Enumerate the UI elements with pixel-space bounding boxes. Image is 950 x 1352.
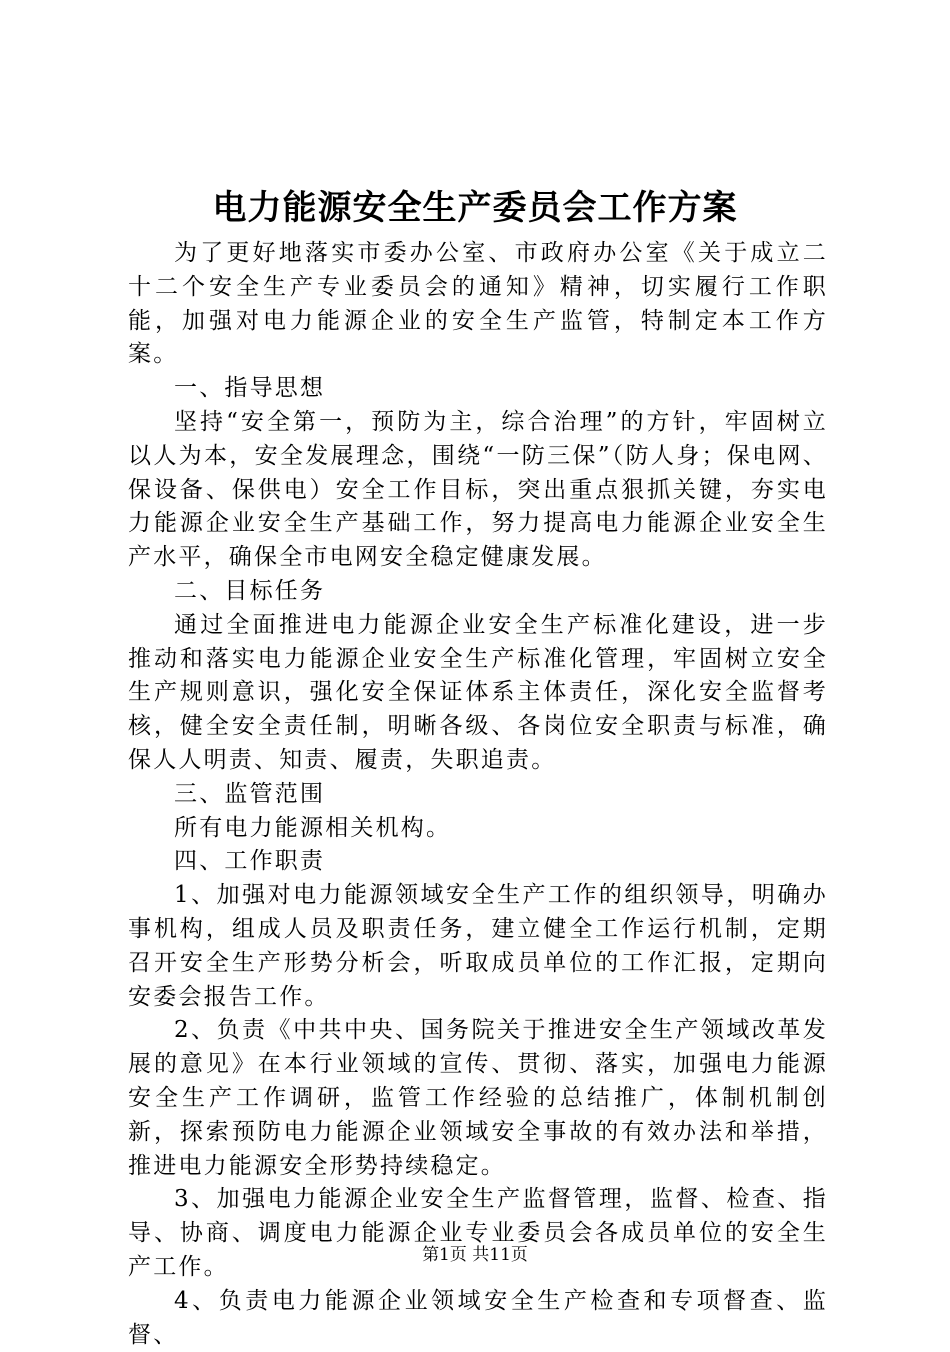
page-number-footer: 第1页 共11页 <box>422 1245 528 1265</box>
section-heading-objectives: 二、目标任务 <box>174 577 326 604</box>
section-heading-scope: 三、监管范围 <box>174 780 326 807</box>
paragraph-duty-4: 4、负责电力能源企业领域安全生产检查和专项督查、监督、 <box>128 1287 828 1348</box>
paragraph-scope: 所有电力能源相关机构。 <box>174 814 452 841</box>
intro-paragraph: 为了更好地落实市委办公室、市政府办公室《关于成立二十二个安全生产专业委员会的通知》精神，切实履行工作职能，加强对电力能源企业的安全生产监管，特制定本工作方案。 <box>128 240 828 368</box>
section-heading-duties: 四、工作职责 <box>174 848 326 875</box>
section-heading-guiding-ideology: 一、指导思想 <box>174 375 326 402</box>
paragraph-duty-1: 1、加强对电力能源领域安全生产工作的组织领导，明确办事机构，组成人员及职责任务，建立健全工作运行机制，定期召开安全生产形势分析会，听取成员单位的工作汇报，定期向安委会报告工作。 <box>128 882 828 1010</box>
paragraph-objectives: 通过全面推进电力能源企业安全生产标准化建设，进一步推动和落实电力能源企业安全生产标准化管理，牢固树立安全生产规则意识，强化安全保证体系主体责任，深化安全监督考核，健全安全责任制，明晰各级、各岗位安全职责与标准，确保人人明责、知责、履责，失职追责。 <box>128 611 828 773</box>
paragraph-guiding-ideology: 坚持“安全第一，预防为主，综合治理”的方针，牢固树立以人为本，安全发展理念，围绕“一防三保”（防人身；保电网、保设备、保供电）安全工作目标，突出重点狠抓关键，夯实电力能源企业安全生产基础工作，努力提高电力能源企业安全生产水平，确保全市电网安全稳定健康发展。 <box>128 408 828 571</box>
document-title: 电力能源安全生产委员会工作方案 <box>212 188 738 228</box>
paragraph-duty-3: 3、加强电力能源企业安全生产监督管理，监督、检查、指导、协商、调度电力能源企业专业委员会各成员单位的安全生产工作。 <box>128 1186 828 1280</box>
document-body <box>128 237 828 1352</box>
paragraph-duty-2: 2、负责《中共中央、国务院关于推进安全生产领域改革发展的意见》在本行业领域的宣传、贯彻、落实，加强电力能源安全生产工作调研，监管工作经验的总结推广，体制机制创新，探索预防电力能源企业领域安全事故的有效办法和举措，推进电力能源安全形势持续稳定。 <box>128 1017 828 1179</box>
